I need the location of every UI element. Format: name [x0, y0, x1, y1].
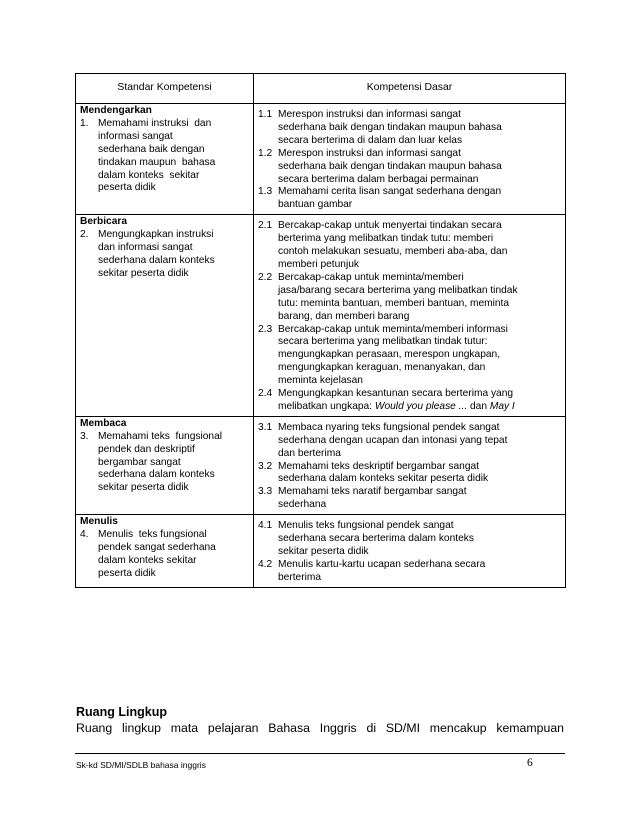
kd-number: 2.2 — [258, 271, 273, 283]
kd-item — [258, 559, 561, 585]
kd-item — [258, 220, 561, 272]
kd-item — [258, 148, 561, 187]
kd-text-line: meminta kejelasan — [278, 375, 363, 387]
sk-text-line: tindakan maupun bahasa — [98, 156, 216, 168]
kd-text-line: memberi petunjuk — [278, 258, 359, 270]
standar-kompetensi-cell — [76, 416, 254, 514]
kd-item — [258, 109, 561, 148]
section-paragraph: Ruang lingkup mata pelajaran Bahasa Inggris di SD/MI mencakup kemampuan — [76, 721, 564, 735]
sk-text-line: dalam konteks sekitar — [98, 554, 197, 566]
sk-title: Menulis — [80, 516, 118, 528]
standar-kompetensi-cell — [76, 515, 254, 588]
kd-text-line: Memahami teks naratif bergambar sangat — [278, 486, 467, 498]
kd-text-line: Merespon instruksi dan informasi sangat — [278, 147, 461, 159]
kd-item — [258, 422, 561, 461]
kd-text-line: sederhana dengan ucapan dan intonasi yang tepat — [278, 434, 508, 446]
kd-text-line: tutu: meminta bantuan, memberi bantuan, meminta — [278, 297, 510, 309]
kd-text-line: Bercakap-cakap untuk meminta/memberi informasi — [278, 323, 508, 335]
kompetensi-dasar-cell — [254, 104, 566, 215]
kd-item — [258, 186, 561, 212]
kd-number: 4.1 — [258, 520, 273, 532]
sk-text-line: bergambar sangat — [98, 456, 181, 468]
standar-kompetensi-cell — [76, 104, 254, 215]
table-header-row — [76, 74, 566, 104]
kd-text-line: Menulis teks fungsional pendek sangat — [278, 520, 454, 532]
kd-text-line: Mengungkapkan kesantunan secara berterima yang — [278, 388, 514, 400]
kd-text-line: mengungkapkan perasaan, merespon ungkapan, — [278, 349, 501, 361]
kd-number: 4.2 — [258, 558, 273, 570]
kd-number: 1.3 — [258, 186, 273, 198]
kd-text-line: Menulis kartu-kartu ucapan sederhana secara — [278, 558, 486, 570]
sk-text-line: sekitar peserta didik — [98, 267, 189, 279]
sk-title: Mendengarkan — [80, 105, 152, 116]
kd-text-line: berterima yang melibatkan tindak tutu: memberi — [278, 233, 494, 245]
standar-kompetensi-cell — [76, 215, 254, 417]
kd-text-line: Memahami cerita lisan sangat sederhana dengan — [278, 186, 502, 198]
kd-text-line: sederhana baik dengan tindakan maupun bahasa — [278, 160, 502, 172]
kd-text-line: barang, dan memberi barang — [278, 310, 410, 322]
sk-text-line: peserta didik — [98, 567, 156, 579]
sk-text-line: dan informasi sangat — [98, 242, 193, 254]
sk-number: 1. — [80, 117, 89, 129]
kd-text-line: bantuan gambar — [278, 199, 353, 211]
kd-number: 3.1 — [258, 421, 273, 433]
kd-text-line: mengungkapkan keraguan, menanyakan, dan — [278, 362, 486, 374]
footer-divider — [75, 753, 565, 754]
kd-text-line: Merespon instruksi dan informasi sangat — [278, 109, 461, 120]
kd-text-line: contoh melakukan sesuatu, memberi aba-aba, dan — [278, 246, 508, 258]
sk-text-line: sekitar peserta didik — [98, 482, 189, 494]
section-heading: Ruang Lingkup — [76, 705, 167, 719]
kd-text-line: berterima — [278, 571, 322, 583]
kd-number: 1.2 — [258, 147, 273, 159]
sk-text-line: pendek sangat sederhana — [98, 542, 216, 553]
sk-text-line: dalam konteks sekitar — [98, 169, 200, 181]
kompetensi-dasar-cell — [254, 515, 566, 588]
kd-text-line: Membaca nyaring teks fungsional pendek sangat — [278, 421, 500, 433]
sk-text-line: informasi sangat — [98, 130, 173, 142]
kd-text-line: sekitar peserta didik — [278, 546, 369, 557]
sk-title: Berbicara — [80, 216, 128, 228]
kd-text-line: melibatkan ungkapa: — [278, 400, 375, 412]
kd-text-line: secara berterima dalam berbagai permainan — [278, 173, 479, 185]
header-kompetensi-dasar: Kompetensi Dasar — [254, 74, 566, 104]
kd-item — [258, 461, 561, 487]
table-row — [76, 215, 566, 417]
kd-text-line: sederhana — [278, 499, 327, 511]
kd-number: 2.4 — [258, 388, 273, 400]
table-row — [76, 515, 566, 588]
kd-italic-phrase: May I — [489, 400, 515, 412]
footer-document-title: Sk-kd SD/MI/SDLB bahasa inggris — [76, 760, 206, 770]
sk-text-line: peserta didik — [98, 182, 156, 194]
sk-title: Membaca — [80, 417, 127, 429]
kd-text-line: Bercakap-cakap untuk menyertai tindakan secara — [278, 220, 502, 232]
kd-item — [258, 486, 561, 512]
kd-text-line: sederhana baik dengan tindakan maupun bahasa — [278, 121, 502, 133]
kd-text-line: secara berterima yang melibatkan tindak tutur: — [278, 336, 488, 348]
sk-text-line: Memahami teks fungsional — [98, 430, 223, 442]
kompetensi-dasar-cell — [254, 215, 566, 417]
sk-text-line: Mengungkapkan instruksi — [98, 229, 214, 241]
competency-table — [75, 73, 566, 588]
sk-text-line: Memahami instruksi dan — [98, 117, 212, 129]
header-standar-kompetensi: Standar Kompetensi — [76, 74, 254, 104]
kd-text-connector: dan — [467, 400, 490, 412]
kd-number: 2.1 — [258, 220, 273, 232]
sk-text-line: sederhana dalam konteks — [98, 254, 215, 266]
kd-text-line: dan berterima — [278, 447, 341, 459]
kd-text-line: jasa/barang secara berterima yang melibatkan tindak — [278, 284, 518, 296]
kd-item — [258, 388, 561, 414]
sk-number: 3. — [80, 430, 89, 442]
kd-item — [258, 324, 561, 389]
kd-text-line: Memahami teks deskriptif bergambar sangat — [278, 460, 480, 472]
kd-number: 3.3 — [258, 486, 273, 498]
kd-number: 3.2 — [258, 460, 273, 472]
sk-number: 4. — [80, 529, 89, 541]
sk-text-line: sederhana baik dengan — [98, 143, 205, 155]
kd-item — [258, 272, 561, 324]
sk-text-line: sederhana dalam konteks — [98, 469, 215, 481]
kd-italic-phrase: Would you please ... — [374, 400, 468, 412]
kd-item — [258, 520, 561, 559]
page-number: 6 — [527, 757, 533, 769]
kd-text-line: secara berterima di dalam dan luar kelas — [278, 134, 463, 146]
kd-text-line: sederhana dalam konteks sekitar peserta didik — [278, 473, 489, 485]
kompetensi-dasar-cell — [254, 416, 566, 514]
sk-text-line: pendek dan deskriptif — [98, 443, 195, 455]
kd-text-line: Bercakap-cakap untuk meminta/memberi — [278, 271, 464, 283]
kd-number: 2.3 — [258, 323, 273, 335]
sk-text-line: Menulis teks fungsional — [98, 529, 207, 541]
sk-number: 2. — [80, 229, 89, 241]
kd-text-line: sederhana secara berterima dalam konteks — [278, 533, 474, 545]
table-row — [76, 416, 566, 514]
table-row — [76, 104, 566, 215]
kd-number: 1.1 — [258, 109, 273, 120]
